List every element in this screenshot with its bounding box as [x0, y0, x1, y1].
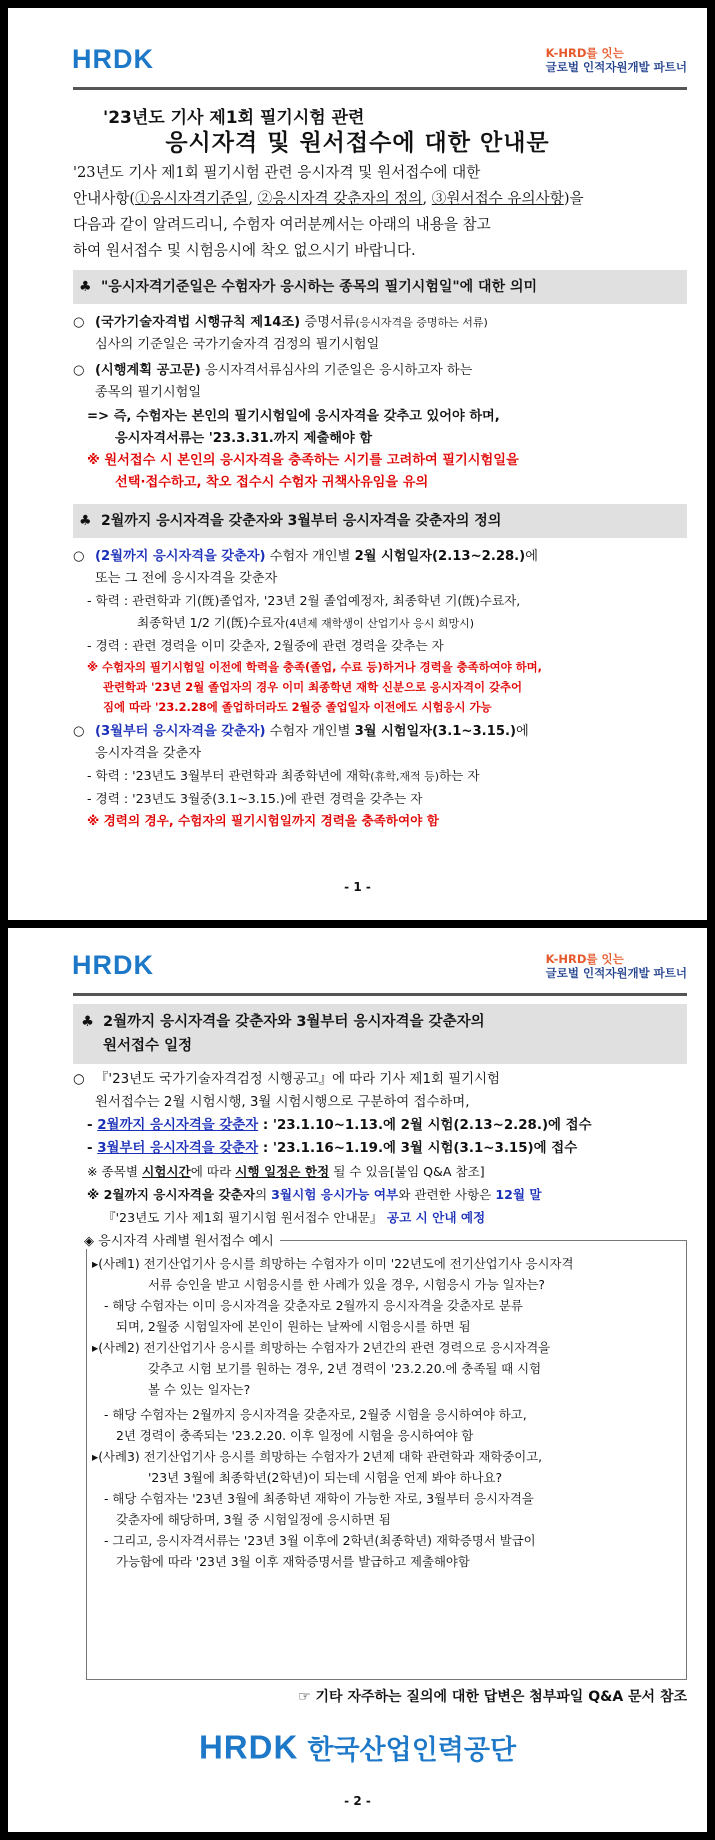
circle-bullet-icon: ○: [73, 724, 85, 739]
circle-bullet-icon: ○: [73, 363, 85, 378]
case2-answer: - 해당 수험자는 2월까지 응시자격을 갖춘자로, 2월중 시험을 응시하여야 하고, 2년 경력이 충족되는 '23.2.20. 이후 일정에 시험을 응시하여야 함: [104, 1407, 527, 1443]
section2-header: ♣ 2월까지 응시자격을 갖춘자와 3월부터 응시자격을 갖춘자의 정의: [73, 504, 687, 538]
examples-label: ◈ 응시자격 사례별 원서접수 예시: [78, 1230, 280, 1249]
section1-header: ♣ "응시자격기준일은 수험자가 응시하는 종목의 필기시험일"에 대한 의미: [73, 270, 687, 304]
club-icon: ♣: [81, 1014, 94, 1030]
hrdk-logo: HRDK: [198, 1728, 299, 1766]
club-icon: ♣: [79, 279, 92, 295]
circle-bullet-icon: ○: [73, 1072, 85, 1087]
case2-question: ▸(사례2) 전기산업기사 응시를 희망하는 수험자가 2년간의 관련 경력으로 응시자격을 갖추고 시험 보기를 원하는 경우, 2년 경력이 '23.2.20.에 충족될 때 시험 볼 수 있는 일자는?: [92, 1340, 551, 1397]
document-title-line1: '23년도 기사 제1회 필기시험 관련: [103, 108, 365, 128]
case1-question: ▸(사례1) 전기산업기사 응시를 희망하는 수험자가 이미 '22년도에 전기산업기사 응시자격 서류 승인을 받고 시험응시를 한 사례가 있을 경우, 시험응시 가능 일자는?: [92, 1256, 574, 1292]
case3-answer: - 해당 수험자는 '23년 3월에 최종학년 재학이 가능한 자로, 3월부터 응시자격을 갖춘자에 해당하며, 3월 중 시험일정에 응시하면 됨 - 그리고, 응시자격서류는 '23년 3월 이후에 2학년(최종학년) 재학증명서 발급이 가능함에 따라 '23년 3월 이후 재학증명서를 발급하고 제출해야함: [104, 1491, 536, 1569]
organization-name: 한국산업인력공단: [307, 1735, 517, 1766]
header-divider: [73, 87, 687, 90]
document-page-1: [8, 8, 707, 920]
hrdk-logo: HRDK: [72, 44, 154, 74]
case3-question: ▸(사례3) 전기산업기사 응시를 희망하는 수험자가 2년제 대학 관련학과 재학중이고, '23년 3월에 최종학년(2학년)이 되는데 시험을 언제 봐야 하나요?: [92, 1449, 543, 1485]
partner-slogan-top: K-HRD를 잇는: [545, 46, 624, 60]
partner-slogan: [546, 952, 687, 980]
header-divider: [73, 993, 687, 996]
hrdk-footer-logo: [8, 1728, 707, 1767]
case1-answer: - 해당 수험자는 이미 응시자격을 갖춘자로 2월까지 응시자격을 갖춘자로 분류 되며, 2월중 시험일자에 본인이 원하는 날짜에 시험응시를 하면 됨: [104, 1298, 523, 1334]
page-number: - 1 -: [344, 880, 371, 894]
section3-header: ♣ 2월까지 응시자격을 갖춘자와 3월부터 응시자격을 갖춘자의 원서접수 일정: [73, 1004, 687, 1064]
section2-body: ○ (2월까지 응시자격을 갖춘자) 수험자 개인별 2월 시험일자(2.13~2.28.)에 또는 그 전에 응시자격을 갖춘자 - 학력 : 관련학과 기(旣)졸업자, '23년 2월 졸업예정자, 최종학년 기(旣)수료자, 최종학년 1/2 기(旣)수료자(4년제 재학생이 산업기사 응시 희망시) - 경력 : 관련 경력을 이미 갖춘자, 2월중에 관련 경력을 갖추는 자 ※ 수험자의 필기시험일 이전에 학력을 충족(졸업, 수료 등)하거나 경력을 충족하여야 하며, 관련학과 '23년 2월 졸업자의 경우 이미 최종학년 재학 신분으로 응시자격이 갖추어 짐에 따라 '23.2.28에 졸업하더라도 2월중 졸업일자 이전에도 시험응시 가능 ○ (3월부터 응시자격을 갖춘자) 수험자 개인별 3월 시험일자(3.1~3.15.)에 응시자격을 갖춘자 - 학력 : '23년도 3월부터 관련학과 최종학년에 재학(휴학,재적 등)하는 자 - 경력 : '23년도 3월중(3.1~3.15.)에 관련 경력을 갖추는 자 ※ 경력의 경우, 수험자의 필기시험일까지 경력을 충족하여야 함: [73, 546, 687, 832]
qa-reference-note: ☞ 기타 자주하는 질의에 대한 답변은 첨부파일 Q&A 문서 참조: [298, 1689, 687, 1705]
partner-slogan-bottom: 글로벌 인적자원개발 파트너: [545, 60, 687, 74]
partner-slogan-top: K-HRD를 잇는: [545, 952, 624, 966]
partner-slogan: [546, 46, 687, 74]
document-page-2: [8, 928, 707, 1832]
examples-content: [92, 1253, 679, 1572]
circle-bullet-icon: ○: [73, 549, 85, 564]
club-icon: ♣: [79, 513, 92, 529]
section1-body: ○ (국가기술자격법 시행규칙 제14조) 증명서류(응시자격을 증명하는 서류) 심사의 기준일은 국가기술자격 검정의 필기시험일 ○ (시행계획 공고문) 응시자격서류심사의 기준일은 응시하고자 하는 종목의 필기시험일 => 즉, 수험자는 본인의 필기시험일에 응시자격을 갖추고 있어야 하며, 응시자격서류는 '23.3.31.까지 제출해야 함 ※ 원서접수 시 본인의 응시자격을 충족하는 시기를 고려하여 필기시험일을 선택·접수하고, 착오 접수시 수험자 귀책사유임을 유의: [73, 312, 687, 494]
hrdk-logo: HRDK: [72, 950, 154, 980]
page-number: - 2 -: [344, 1794, 371, 1808]
intro-paragraph: '23년도 기사 제1회 필기시험 관련 응시자격 및 원서접수에 대한 안내사항(①응시자격기준일, ②응시자격 갖춘자의 정의, ③원서접수 유의사항)을 다음과 같이 알려드리니, 수험자 여러분께서는 아래의 내용을 참고 하여 원서접수 및 시험응시에 착오 없으시기 바랍니다.: [73, 164, 584, 259]
circle-bullet-icon: ○: [73, 315, 85, 330]
partner-slogan-bottom: 글로벌 인적자원개발 파트너: [545, 966, 687, 980]
document-title-line2: 응시자격 및 원서접수에 대한 안내문: [165, 130, 550, 156]
feb-applicant-label: 2월까지 응시자격을 갖춘자: [97, 1118, 259, 1133]
mar-applicant-label: 3월부터 응시자격을 갖춘자: [97, 1141, 259, 1156]
section3-body: ○ 『'23년도 국가기술자격검정 시행공고』에 따라 기사 제1회 필기시험 원서접수는 2월 시험시행, 3월 시험시행으로 구분하여 접수하며, - 2월까지 응시자격을 갖춘자 : '23.1.10~1.13.에 2월 시험(2.13~2.28.)에 접수 - 3월부터 응시자격을 갖춘자 : '23.1.16~1.19.에 3월 시험(3.1~3.15)에 접수 ※ 종목별 시험시간에 따라 시행 일정은 한정 될 수 있음[붙임 Q&A 참조] ※ 2월까지 응시자격을 갖춘자의 3월시험 응시가능 여부와 관련한 사항은 12월 말 『'23년도 기사 제1회 필기시험 원서접수 안내문』 공고 시 안내 예정: [73, 1068, 687, 1229]
